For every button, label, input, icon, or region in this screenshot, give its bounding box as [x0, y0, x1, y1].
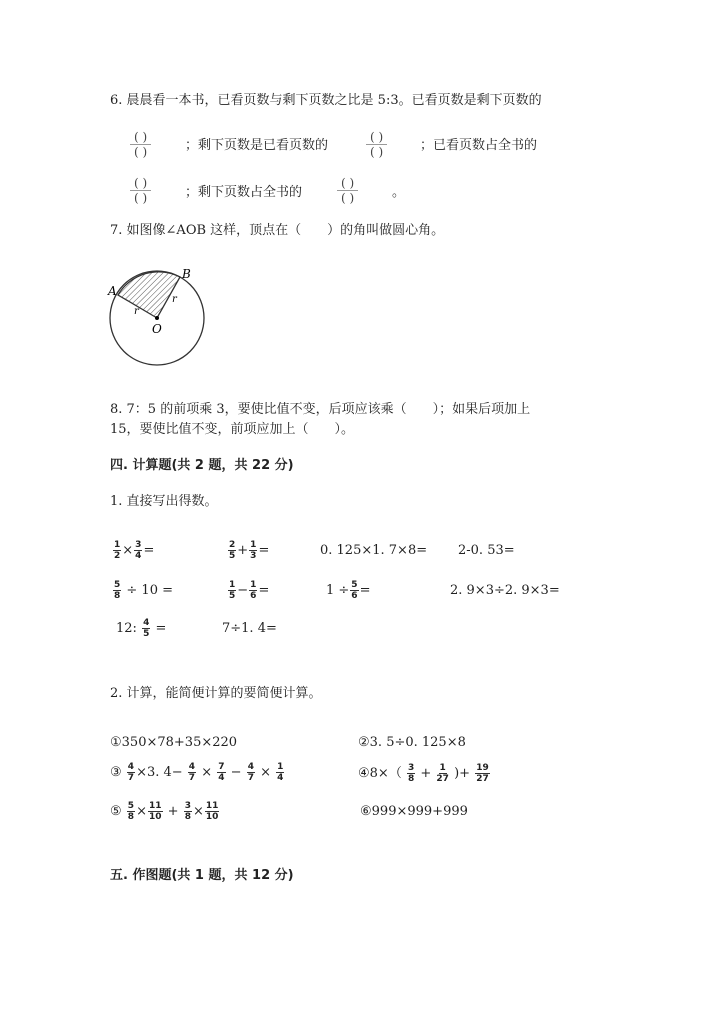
q1-title: 1. 直接写出得数。 — [110, 494, 218, 509]
simp-e4: ④8×（ $\frac{3}{8}$ + $\frac{1}{27}$ )+ $\frac{19}{27}$ — [358, 763, 489, 784]
denominator-blank: ( ) — [370, 145, 384, 159]
answer-fraction-blank — [130, 130, 151, 159]
simp-e1: ①350×78+35×220 — [110, 735, 238, 750]
label-o: O — [152, 322, 162, 336]
section-5-title: 五. 作图题(共 1 题，共 12 分) — [110, 868, 294, 883]
calc-c1: 12: $\frac{4}{5}$ = — [116, 618, 167, 639]
numerator-blank: ( ) — [130, 176, 151, 191]
numerator-blank: ( ) — [366, 130, 387, 145]
q6-text: 6. 晨晨看一本书，已看页数与剩下页数之比是 5:3。已看页数是剩下页数的 — [110, 93, 542, 108]
calc-b1: $\frac{5}{8}$ ÷ 10 = — [114, 580, 173, 601]
simp-e5: ⑤ $\frac{5}{8}$ × $\frac{11}{10}$ + $\frac{3}{8}$ × $\frac{11}{10}$ — [110, 801, 219, 822]
q2-title: 2. 计算，能简便计算的要简便计算。 — [110, 686, 322, 701]
label-a: A — [108, 284, 117, 298]
numerator-blank: ( ) — [130, 130, 151, 145]
calc-b3: 1 ÷ $\frac{5}{6}$ = — [326, 580, 371, 601]
section-4-title: 四. 计算题(共 2 题，共 22 分) — [110, 458, 294, 473]
q8-line1: 8. 7：5 的前项乘 3，要使比值不变，后项应该乘（ ）；如果后项加上 — [110, 402, 531, 417]
calc-c2: 7÷1. 4= — [222, 621, 277, 636]
denominator-blank: ( ) — [134, 191, 148, 205]
simp-e3: ③ $\frac{4}{7}$ ×3. 4− $\frac{4}{7}$ × $\frac{7}{4}$ − $\frac{4}{7}$ × $\frac{1}{4}$ — [110, 762, 284, 783]
q8-line2: 15，要使比值不变，前项应加上（ ）。 — [110, 422, 355, 437]
calc-b2: $\frac{1}{5}$ − $\frac{1}{6}$ = — [229, 580, 270, 601]
answer-fraction-blank — [130, 176, 151, 205]
q7-text: 7. 如图像∠AOB 这样，顶点在（ ）的角叫做圆心角。 — [110, 223, 445, 238]
label-r: r — [172, 294, 177, 305]
numerator-blank: ( ) — [337, 176, 358, 191]
answer-fraction-blank — [337, 176, 358, 205]
q6-text-4: ；剩下页数占全书的 — [185, 185, 303, 200]
q6-end: 。 — [392, 185, 406, 200]
label-b: B — [182, 267, 191, 281]
calc-a1: $\frac{1}{2}$ × $\frac{3}{4}$ = — [114, 540, 155, 561]
calc-a2: $\frac{2}{5}$ + $\frac{1}{3}$ = — [229, 540, 270, 561]
q6-text-3: ；已看页数占全书的 — [420, 138, 538, 153]
answer-fraction-blank — [366, 130, 387, 159]
calc-a3: 0. 125×1. 7×8= — [320, 543, 428, 558]
label-r: r — [134, 306, 139, 317]
denominator-blank: ( ) — [134, 145, 148, 159]
shaded-sector — [118, 272, 180, 318]
central-angle-diagram — [100, 262, 220, 372]
denominator-blank: ( ) — [341, 191, 355, 205]
simp-e2: ②3. 5÷0. 125×8 — [358, 735, 466, 750]
calc-b4: 2. 9×3÷2. 9×3= — [450, 583, 560, 598]
simp-e6: ⑥999×999+999 — [360, 804, 468, 819]
calc-a4: 2-0. 53= — [458, 543, 515, 558]
q6-text-2: ；剩下页数是已看页数的 — [185, 138, 329, 153]
